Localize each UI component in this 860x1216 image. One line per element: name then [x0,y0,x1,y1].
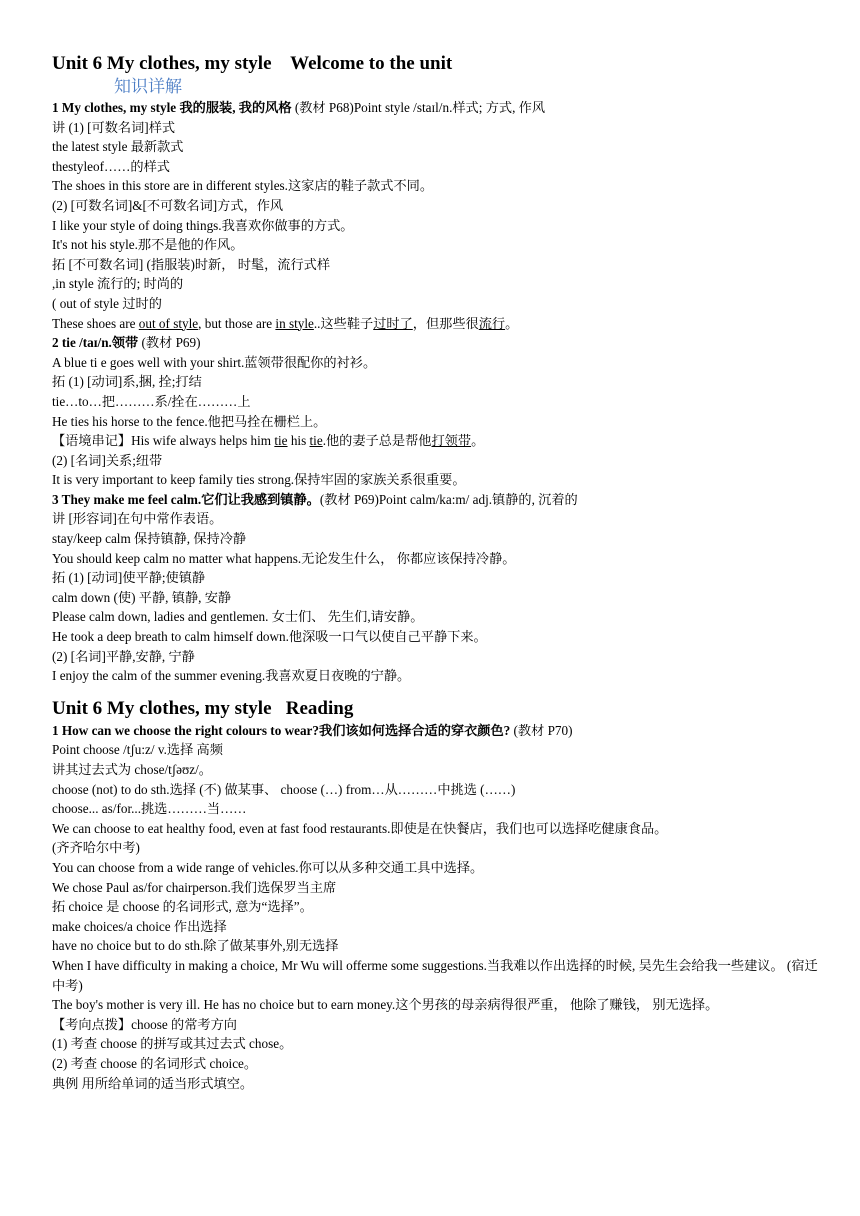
example-line: The boy's mother is very ill. He has no choice but to earn money.这个男孩的母亲病得很严重， 他除了赚钱， 别无选择。 [52,997,719,1013]
text-line: 拓 [不可数名词] (指服装)时新， 时髦，流行式样 [52,256,331,272]
point-3-bold: 3 They make me feel calm.它们让我感到镇静。 [52,491,320,507]
example-line: It's not his style.那不是他的作风。 [52,237,244,253]
text-line: 拓 (1) [动词]系,捆, 拴;打结 [52,374,202,390]
point-2-heading [52,333,822,353]
point-1-heading [52,98,822,118]
underlined-text: 过时了 [373,315,413,331]
text-span: ，但那些很 [412,315,479,331]
example-line: A blue ti e goes well with your shirt.蓝领带很配你的衬衫。 [52,354,377,370]
point-1-bold: 1 My clothes, my style 我的服装, 我的风格 [52,100,292,115]
section-subtitle: 知识详解 [114,77,182,97]
text-line: choose... as/for...挑选………当…… [52,801,247,817]
text-span: 【语境串记】His wife always helps him [52,433,275,449]
reading-point-1-heading [52,721,822,741]
section-title-welcome: Unit 6 My clothes, my style Welcome to the unit [52,53,453,74]
point-2-rest: (教材 P69) [138,335,201,351]
point-2-bold: 2 tie /taɪ/n.领带 [52,335,139,351]
example-line: I like your style of doing things.我喜欢你做事的方式。 [52,217,354,233]
example-line: The shoes in this store are in different styles.这家店的鞋子款式不同。 [52,178,434,194]
example-line: Please calm down, ladies and gentlemen. 女士们、 先生们,请安静。 [52,609,424,625]
text-line: 典例 用所给单词的适当形式填空。 [52,1075,254,1091]
example-line-underlined [52,314,822,334]
text-line: (1) 考查 choose 的拼写或其过去式 chose。 [52,1036,293,1052]
text-line: ,in style 流行的; 时尚的 [52,276,184,292]
section-title-reading: Unit 6 My clothes, my style Reading [52,697,354,719]
text-line: 讲 (1) [可数名词]样式 [52,119,176,135]
underlined-text: 流行 [478,315,506,331]
underlined-text: tie [309,433,323,449]
text-line: (2) 考查 choose 的名词形式 choice。 [52,1055,258,1071]
reading-point-1-bold: 1 How can we choose the right colours to wear?我们该如何选择合适的穿衣颜色? [52,722,511,738]
text-line: choose (not) to do sth.选择 (不) 做某事、 choose (…) from…从………中挑选 (……) [52,781,516,797]
text-line: 拓 choice 是 choose 的名词形式, 意为“选择”。 [52,899,313,915]
text-line: make choices/a choice 作出选择 [52,918,227,934]
example-line: I enjoy the calm of the summer evening.我喜欢夏日夜晚的宁静。 [52,668,411,684]
text-span: .他的妻子总是帮他 [322,433,432,449]
reading-point-1-rest: (教材 P70) [510,722,573,738]
text-line: Point choose /tʃu:z/ v.选择 高频 [52,742,223,758]
text-span: 。 [471,433,485,449]
text-line: stay/keep calm 保持镇静, 保持冷静 [52,531,247,547]
text-line: (2) [名词]平静,安静, 宁静 [52,648,195,664]
text-line: thestyleof……的样式 [52,158,170,174]
source-note: (齐齐哈尔中考) [52,840,140,856]
underlined-text: out of style [138,315,199,331]
text-line: 讲 [形容词]在句中常作表语。 [52,511,223,527]
example-line: He ties his horse to the fence.他把马拴在栅栏上。 [52,413,327,429]
text-span: his [287,433,310,449]
point-3-heading [52,490,822,510]
example-line-underlined [52,431,822,451]
point-1-rest: (教材 P68)Point style /staɪl/n.样式; 方式, 作风 [291,100,546,115]
example-line: We can choose to eat healthy food, even at fast food restaurants.即使是在快餐店，我们也可以选择吃健康食品。 [52,820,668,836]
example-line: He took a deep breath to calm himself down.他深吸一口气以使自己平静下来。 [52,629,487,645]
example-line: You should keep calm no matter what happens.无论发生什么， 你都应该保持冷静。 [52,550,516,566]
example-line: When I have difficulty in making a choice, Mr Wu will offerme some suggestions.当我难以作出选择的时候, 吴先生会给我一些建议。 (宿迁中考) [52,957,818,993]
example-line: It is very important to keep family ties strong.保持牢固的家族关系很重要。 [52,472,466,488]
text-line: 讲其过去式为 chose/tʃəʊz/。 [52,762,212,777]
text-line: have no choice but to do sth.除了做某事外,别无选择 [52,938,339,954]
document-page [52,52,822,1093]
text-line: ( out of style 过时的 [52,295,162,311]
example-line: We chose Paul as/for chairperson.我们选保罗当主席 [52,879,337,895]
point-3-rest: (教材 P69)Point calm/ka:m/ adj.镇静的, 沉着的 [319,491,578,507]
underlined-text: tie [274,433,288,449]
text-span: These shoes are [52,315,139,331]
text-line: 拓 (1) [动词]使平静;使镇静 [52,570,206,586]
example-line: You can choose from a wide range of vehicles.你可以从多种交通工具中选择。 [52,859,484,875]
text-line: calm down (使) 平静, 镇静, 安静 [52,589,232,605]
text-line: tie…to…把………系/拴在………上 [52,393,251,409]
text-span: , but those are [198,315,276,331]
text-span: ..这些鞋子 [313,315,374,331]
section-gap [52,686,822,697]
text-line: the latest style 最新款式 [52,139,184,155]
tip-heading: 【考向点拨】choose 的常考方向 [52,1016,237,1032]
text-line: (2) [名词]关系;纽带 [52,452,163,468]
text-span: 。 [505,315,519,331]
text-line: (2) [可数名词]&[不可数名词]方式，作风 [52,197,284,213]
underlined-text: in style [275,315,314,331]
underlined-text: 打领带 [431,433,472,449]
